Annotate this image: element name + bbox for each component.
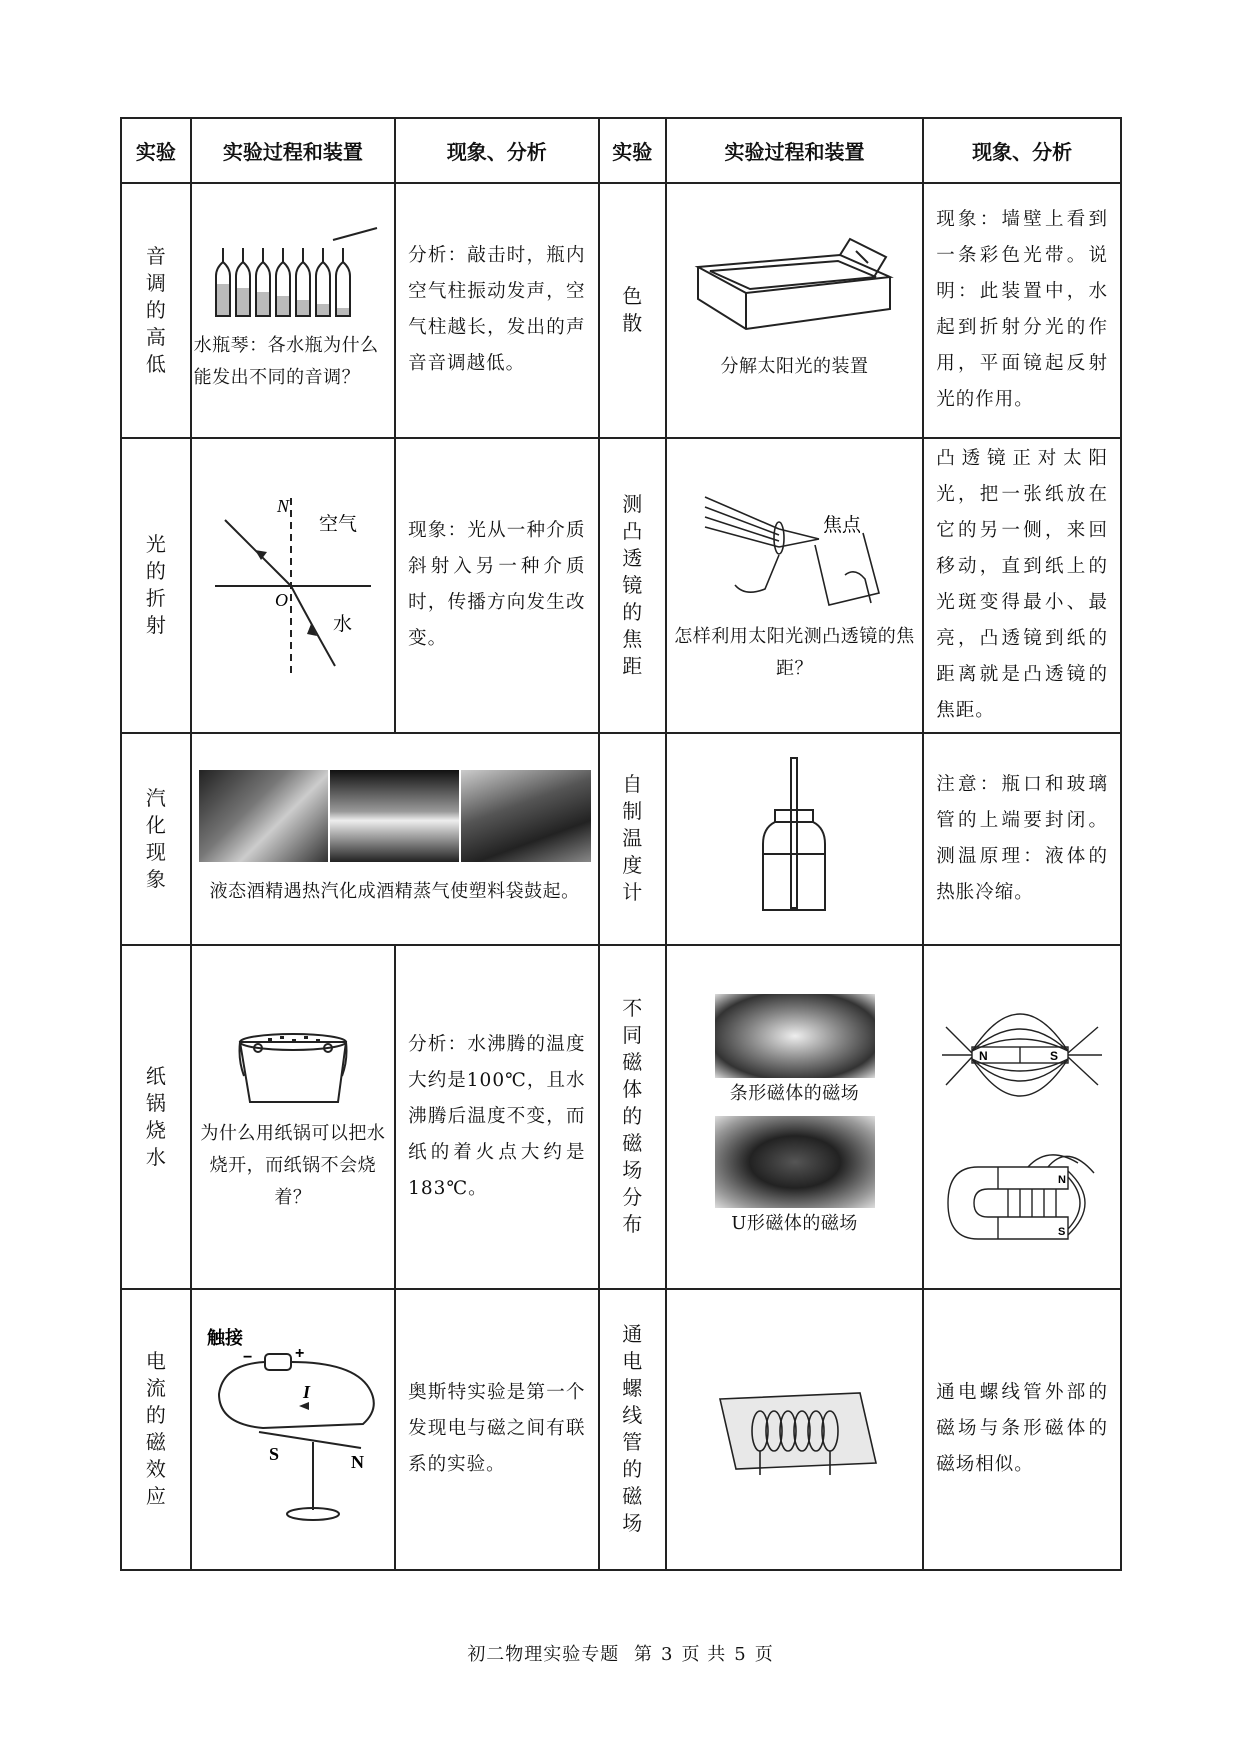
- experiment-name-cell: [599, 733, 666, 945]
- photo-2: [330, 770, 459, 862]
- process-cell: [666, 733, 923, 945]
- plus-label: +: [294, 1345, 305, 1363]
- header-analysis: 现象、分析: [395, 118, 598, 183]
- magnetic-field-lines-figure: [938, 967, 1106, 1267]
- minus-label: −: [242, 1349, 253, 1367]
- u-n-label: N: [1058, 1173, 1067, 1186]
- u-s-label: S: [1058, 1225, 1066, 1238]
- table-row: [121, 945, 1121, 1289]
- analysis-cell: 现象：光从一种介质斜射入另一种介质时，传播方向发生改变。: [395, 438, 598, 733]
- bar-n-label: N: [979, 1048, 988, 1063]
- process-cell: [191, 438, 395, 733]
- figure-caption: 液态酒精遇热汽化成酒精蒸气使塑料袋鼓起。: [209, 880, 580, 902]
- footer-page-number: 3: [661, 1644, 674, 1665]
- analysis-cell: 奥斯特实验是第一个发现电与磁之间有联系的实验。: [395, 1289, 598, 1570]
- touch-label: 触接: [206, 1328, 243, 1350]
- analysis-cell: 现象：墙壁上看到一条彩色光带。说明：此装置中，水起到折射分光的作用，平面镜起反射光的作用。: [923, 183, 1121, 438]
- normal-label: N: [276, 496, 289, 517]
- u-magnet-iron-filings-photo: [715, 1116, 875, 1208]
- footer-page-prefix: 第: [634, 1644, 654, 1665]
- page-footer: [0, 1640, 1241, 1666]
- process-cell: [191, 1289, 395, 1570]
- water-label: 水: [332, 613, 352, 636]
- figure-caption: 分解太阳光的装置: [720, 356, 869, 378]
- process-cell: [666, 183, 923, 438]
- prism-water-box-figure: [690, 237, 900, 337]
- water-bottles-figure: [205, 226, 381, 326]
- figure-caption: 为什么用纸锅可以把水烧开，而纸锅不会烧着？: [200, 1122, 386, 1208]
- experiment-name-cell: [121, 1289, 191, 1570]
- experiment-name: 测凸透镜的焦距: [622, 491, 643, 678]
- bar-s-label: S: [1050, 1048, 1059, 1063]
- experiment-name: 不同磁体的磁场分布: [622, 996, 643, 1237]
- refraction-figure: [205, 490, 381, 680]
- header-experiment: 实验: [121, 118, 191, 183]
- experiment-name: 光的折射: [145, 532, 166, 638]
- process-cell: [191, 945, 395, 1289]
- header-analysis-2: 现象、分析: [923, 118, 1121, 183]
- analysis-cell: 凸透镜正对太阳光，把一张纸放在它的另一侧，来回移动，直到纸上的光斑变得最小、最亮，凸透镜到纸的距离就是凸透镜的焦距。: [923, 438, 1121, 733]
- solenoid-figure: [710, 1379, 880, 1479]
- analysis-cell: 分析：敲击时，瓶内空气柱振动发声，空气柱越长，发出的声音音调越低。: [395, 183, 598, 438]
- process-cell: [191, 183, 395, 438]
- header-process: 实验过程和装置: [191, 118, 395, 183]
- origin-label: O: [274, 590, 288, 611]
- experiment-name-cell: [599, 183, 666, 438]
- current-label: I: [302, 1382, 310, 1403]
- needle-s-label: S: [268, 1444, 279, 1465]
- footer-total-pages: 5: [734, 1644, 747, 1665]
- table-header-row: [121, 118, 1121, 183]
- experiment-name-cell: [121, 438, 191, 733]
- table-row: [121, 1289, 1121, 1570]
- air-label: 空气: [318, 513, 357, 536]
- process-cell: [666, 945, 923, 1289]
- oersted-experiment-figure: [203, 1324, 383, 1534]
- footer-page-mid: 页 共: [681, 1644, 727, 1665]
- experiment-name-cell: [121, 733, 191, 945]
- u-magnet-caption: U形磁体的磁场: [731, 1212, 858, 1234]
- experiment-name-cell: [121, 183, 191, 438]
- table-row: [121, 183, 1121, 438]
- bar-magnet-iron-filings-photo: [715, 994, 875, 1078]
- experiment-name: 汽化现象: [145, 785, 166, 891]
- photo-1: [199, 770, 328, 862]
- process-cell: [191, 733, 599, 945]
- photo-3: [461, 770, 590, 862]
- experiment-name: 色散: [622, 284, 643, 336]
- process-cell: [666, 438, 923, 733]
- thermometer-bottle-figure: [745, 754, 845, 924]
- experiment-name: 自制温度计: [622, 772, 643, 905]
- analysis-cell: [923, 945, 1121, 1289]
- analysis-cell: 通电螺线管外部的磁场与条形磁体的磁场相似。: [923, 1289, 1121, 1570]
- analysis-cell: 分析：水沸腾的温度大约是100℃，且水沸腾后温度不变，而纸的着火点大约是183℃。: [395, 945, 598, 1289]
- table-row: [121, 733, 1121, 945]
- experiment-name: 音调的高低: [145, 243, 166, 376]
- vaporization-photos: [199, 770, 591, 862]
- table-row: [121, 438, 1121, 733]
- bar-magnet-caption: 条形磁体的磁场: [729, 1082, 860, 1104]
- focus-label: 焦点: [822, 514, 861, 537]
- analysis-cell: 注意：瓶口和玻璃管的上端要封闭。测温原理：液体的热胀冷缩。: [923, 733, 1121, 945]
- figure-caption: 水瓶琴：各水瓶为什么能发出不同的音调？: [193, 335, 379, 389]
- paper-pot-figure: [228, 1020, 358, 1110]
- experiment-name-cell: [599, 1289, 666, 1570]
- footer-title: 初二物理实验专题: [467, 1644, 620, 1665]
- convex-lens-figure: [695, 485, 895, 615]
- experiment-table: [120, 117, 1122, 1571]
- needle-n-label: N: [350, 1452, 364, 1473]
- footer-page-suffix: 页: [754, 1644, 774, 1665]
- process-cell: [666, 1289, 923, 1570]
- experiment-name-cell: [599, 438, 666, 733]
- experiment-name-cell: [121, 945, 191, 1289]
- header-experiment-2: 实验: [599, 118, 666, 183]
- experiment-name: 纸锅烧水: [145, 1063, 166, 1169]
- experiment-name: 电流的磁效应: [145, 1349, 166, 1509]
- experiment-name-cell: [599, 945, 666, 1289]
- experiment-name: 通电螺线管的磁场: [622, 1322, 643, 1536]
- figure-caption: 怎样利用太阳光测凸透镜的焦距？: [674, 626, 915, 680]
- header-process-2: 实验过程和装置: [666, 118, 923, 183]
